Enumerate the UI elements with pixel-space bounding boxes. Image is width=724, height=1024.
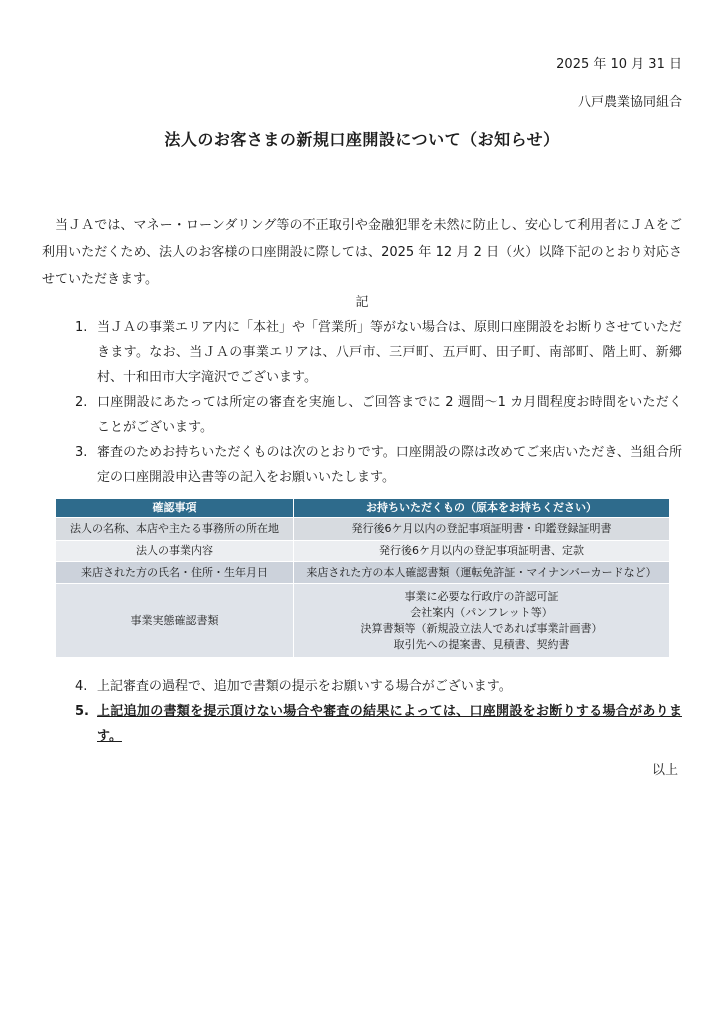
cell-item: 法人の事業内容 <box>56 541 294 562</box>
cell-documents: 来店された方の本人確認書類（運転免許証・マイナンバーカードなど） <box>294 562 670 584</box>
list-item-4 <box>75 674 682 699</box>
item-number: 1. <box>75 320 88 335</box>
numbered-list-footer <box>75 674 682 749</box>
list-item-1 <box>75 315 682 390</box>
document-line: 決算書類等（新規設立法人であれば事業計画書） <box>360 621 603 635</box>
item-text: 上記追加の書類を提示頂けない場合や審査の結果によっては、口座開設をお断りする場合があります。 <box>97 704 682 744</box>
cell-item: 事業実態確認書類 <box>56 584 294 658</box>
document-line: 事業に必要な行政庁の許認可証 <box>404 589 559 603</box>
item-text: 当ＪＡの事業エリア内に「本社」や「営業所」等がない場合は、原則口座開設をお断りさせていただきます。なお、当ＪＡの事業エリアは、八戸市、三戸町、五戸町、田子町、南部町、階上町、新郷村、十和田市大字滝沢でございます。 <box>97 320 683 385</box>
cell-documents: 発行後6ケ月以内の登記事項証明書・印鑑登録証明書 <box>294 518 670 541</box>
table-header-item: 確認事項 <box>56 499 294 518</box>
table-row <box>56 518 670 541</box>
table-row <box>56 584 670 658</box>
document-title: 法人のお客さまの新規口座開設について（お知らせ） <box>164 130 560 149</box>
cell-documents <box>294 584 670 658</box>
table-row <box>56 562 670 584</box>
requirements-table <box>55 498 670 658</box>
list-item-5 <box>75 699 682 749</box>
numbered-list-main <box>75 315 682 490</box>
list-item-2 <box>75 390 682 440</box>
closing-label: 以上 <box>651 763 678 778</box>
item-text: 審査のためお持ちいただくものは次のとおりです。口座開設の際は改めてご来店いただき、当組合所定の口座開設申込書等の記入をお願いいたします。 <box>97 445 682 485</box>
organization-name: 八戸農業協同組合 <box>577 95 682 110</box>
intro-paragraph: 当ＪＡでは、マネー・ローンダリング等の不正取引や金融犯罪を未然に防止し、安心して利用者にＪＡをご利用いただくため、法人のお客様の口座開設に際しては、2025 年 12 月 2 日（火）以降下記のとおり対応させていただきます。 <box>42 218 682 287</box>
item-text: 口座開設にあたっては所定の審査を実施し、ご回答までに 2 週間～1 カ月間程度お時間をいただくことがございます。 <box>97 395 682 435</box>
table-header-row <box>56 499 670 518</box>
document-line: 会社案内（パンフレット等） <box>410 605 553 619</box>
cell-item: 法人の名称、本店や主たる事務所の所在地 <box>56 518 294 541</box>
list-item-3 <box>75 440 682 490</box>
notation-label: 記 <box>355 295 369 310</box>
item-number: 3. <box>75 445 88 460</box>
item-number: 2. <box>75 395 88 410</box>
cell-documents: 発行後6ケ月以内の登記事項証明書、定款 <box>294 541 670 562</box>
document-line: 取引先への提案書、見積書、契約書 <box>393 637 570 651</box>
table-row <box>56 541 670 562</box>
document-date: 2025 年 10 月 31 日 <box>556 57 682 72</box>
table-header-documents: お持ちいただくもの（原本をお持ちください） <box>294 499 670 518</box>
item-text: 上記審査の過程で、追加で書類の提示をお願いする場合がございます。 <box>97 679 512 694</box>
cell-item: 来店された方の氏名・住所・生年月日 <box>56 562 294 584</box>
item-number: 4. <box>75 679 88 694</box>
item-number: 5. <box>75 704 89 719</box>
